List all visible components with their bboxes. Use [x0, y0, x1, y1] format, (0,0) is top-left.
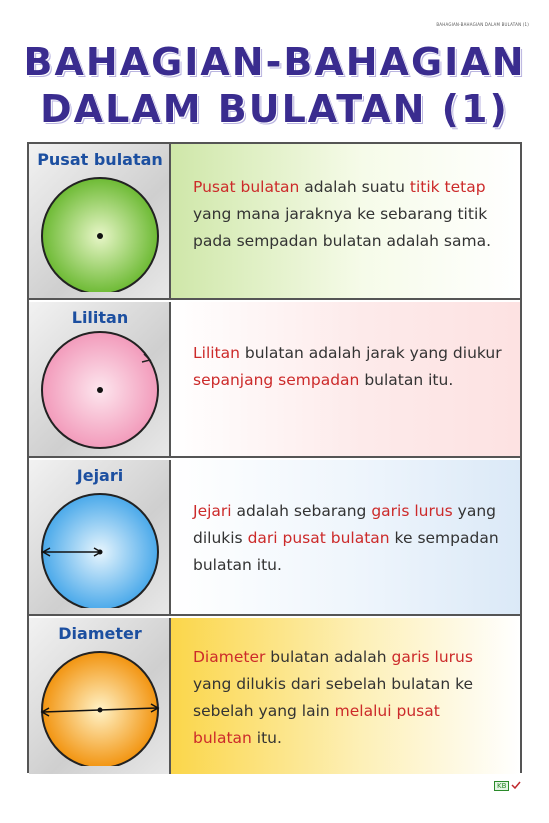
description-segment: yang mana jaraknya ke sebarang titik pada sempadan bulatan adalah sama. — [193, 205, 492, 250]
highlighted-term: Lilitan — [193, 344, 240, 362]
circumference-circle-illustration — [36, 328, 164, 450]
highlighted-term: Pusat bulatan — [193, 178, 300, 196]
page-title-line-2: DALAM BULATAN (1) — [40, 87, 509, 131]
highlighted-term: garis lurus — [371, 502, 453, 520]
row-label: Lilitan — [71, 308, 129, 327]
illustration-cell — [29, 144, 171, 298]
description-segment: bulatan itu. — [359, 371, 454, 389]
description-cell — [171, 460, 520, 614]
highlighted-term: titik tetap — [409, 178, 486, 196]
description-text — [193, 174, 503, 255]
row-lilitan — [29, 302, 520, 458]
illustration-cell — [29, 302, 171, 456]
highlighted-term: dari pusat bulatan — [247, 529, 390, 547]
description-cell — [171, 144, 520, 298]
row-jejari — [29, 460, 520, 616]
highlighted-term: garis lurus — [391, 648, 473, 666]
description-segment: itu. — [251, 729, 282, 747]
content-panel — [27, 142, 522, 773]
description-segment: ke sempadan bulatan itu. — [193, 529, 499, 574]
description-text — [193, 644, 503, 752]
description-segment: bulatan adalah — [265, 648, 392, 666]
illustration-cell — [29, 460, 171, 614]
description-segment: yang dilukis — [193, 502, 497, 547]
description-segment: adalah sebarang — [231, 502, 372, 520]
description-text — [193, 340, 503, 394]
description-segment: bulatan adalah jarak yang diukur — [239, 344, 502, 362]
row-pusat-bulatan — [29, 144, 520, 300]
highlighted-term: melalui pusat bulatan — [193, 702, 440, 747]
illustration-cell — [29, 618, 171, 774]
highlighted-term: sepanjang sempadan — [193, 371, 360, 389]
description-cell — [171, 618, 520, 774]
description-text — [193, 498, 503, 579]
page-title-line-1: BAHAGIAN-BAHAGIAN — [23, 40, 526, 84]
diameter-circle-illustration — [36, 644, 164, 766]
publisher-logo: KB — [494, 781, 509, 791]
row-diameter — [29, 618, 520, 774]
center-circle-illustration — [36, 170, 164, 292]
radius-circle-illustration — [36, 486, 164, 608]
row-label: Pusat bulatan — [37, 150, 163, 169]
check-logo-icon — [511, 781, 521, 789]
description-segment: yang dilukis dari sebelah bulatan ke sebelah yang lain — [193, 675, 474, 720]
row-label: Diameter — [58, 624, 142, 643]
highlighted-term: Diameter — [193, 648, 266, 666]
description-cell — [171, 302, 520, 456]
highlighted-term: Jejari — [193, 502, 232, 520]
description-segment: adalah suatu — [299, 178, 410, 196]
row-label: Jejari — [76, 466, 124, 485]
header-small-text: BAHAGIAN-BAHAGIAN DALAM BULATAN (1) — [436, 22, 529, 27]
